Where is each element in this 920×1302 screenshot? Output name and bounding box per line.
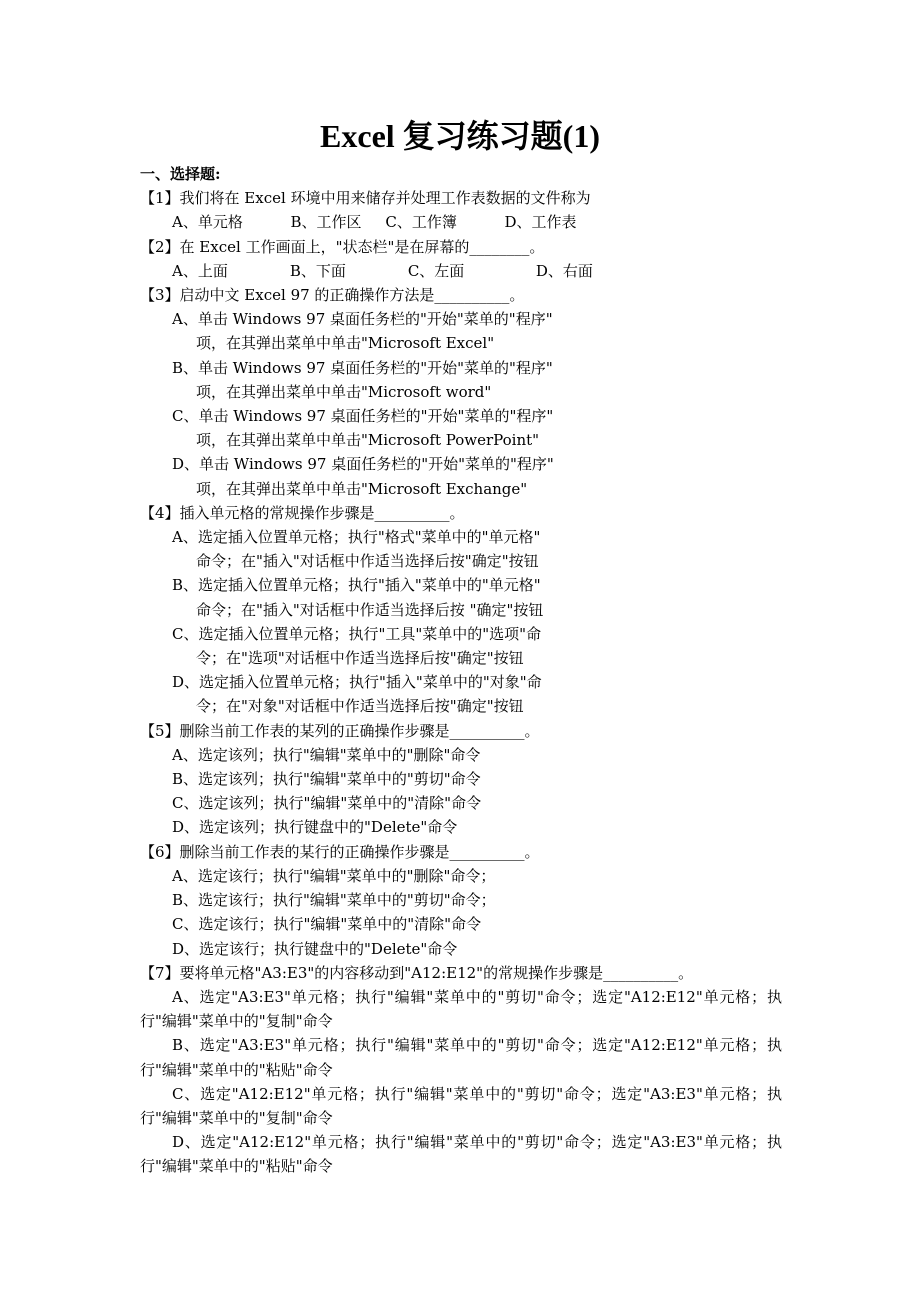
question-6-option-a: A、选定该行；执行"编辑"菜单中的"删除"命令； bbox=[172, 866, 496, 885]
question-6-option-b: B、选定该行；执行"编辑"菜单中的"剪切"命令； bbox=[172, 891, 496, 910]
question-2 bbox=[140, 235, 782, 283]
question-3-option-d: D、单击 Windows 97 桌面任务栏的"开始"菜单的"程序" bbox=[172, 455, 554, 474]
question-7-option-d: D、选定"A12:E12"单元格；执行"编辑"菜单中的"剪切"命令；选定"A3:E3"单元格；执行"编辑"菜单中的"粘贴"命令 bbox=[140, 1133, 782, 1176]
question-3-option-a: A、单击 Windows 97 桌面任务栏的"开始"菜单的"程序" bbox=[172, 310, 553, 329]
question-4-option-b: B、选定插入位置单元格；执行"插入"菜单中的"单元格" bbox=[172, 576, 541, 595]
question-1-stem: 【1】我们将在 Excel 环境中用来储存并处理工作表数据的文件称为 bbox=[140, 189, 591, 208]
question-3-option-c: C、单击 Windows 97 桌面任务栏的"开始"菜单的"程序" bbox=[172, 407, 554, 426]
document-title: Excel 复习练习题(1) bbox=[320, 118, 600, 154]
question-6-option-c: C、选定该行；执行"编辑"菜单中的"清除"命令 bbox=[172, 915, 482, 934]
question-3-stem: 【3】启动中文 Excel 97 的正确操作方法是__________。 bbox=[140, 286, 525, 305]
question-7-stem: 【7】要将单元格"A3:E3"的内容移动到"A12:E12"的常规操作步骤是__________。 bbox=[140, 963, 694, 982]
question-4-option-d-cont: 令；在"对象"对话框中作适当选择后按"确定"按钮 bbox=[196, 697, 524, 716]
question-7-option-c: C、选定"A12:E12"单元格；执行"编辑"菜单中的"剪切"命令；选定"A3:E3"单元格；执行"编辑"菜单中的"复制"命令 bbox=[140, 1084, 782, 1127]
question-7 bbox=[140, 961, 782, 1179]
question-7-option-a: A、选定"A3:E3"单元格；执行"编辑"菜单中的"剪切"命令；选定"A12:E12"单元格；执行"编辑"菜单中的"复制"命令 bbox=[140, 987, 782, 1031]
question-6-option-d: D、选定该行；执行键盘中的"Delete"命令 bbox=[172, 939, 458, 958]
question-6 bbox=[140, 840, 782, 961]
section-heading: 一、选择题: bbox=[140, 165, 221, 183]
question-5-option-c: C、选定该列；执行"编辑"菜单中的"清除"命令 bbox=[172, 794, 482, 813]
question-4-option-c: C、选定插入位置单元格；执行"工具"菜单中的"选项"命 bbox=[172, 624, 542, 643]
question-1-options: A、单元格 B、工作区 C、工作簿 D、工作表 bbox=[172, 213, 577, 232]
question-4-option-c-cont: 令；在"选项"对话框中作适当选择后按"确定"按钮 bbox=[196, 649, 524, 668]
question-4-stem: 【4】插入单元格的常规操作步骤是__________。 bbox=[140, 503, 465, 522]
question-5-option-b: B、选定该列；执行"编辑"菜单中的"剪切"命令 bbox=[172, 770, 481, 789]
question-3-option-a-cont: 项，在其弹出菜单中单击"Microsoft Excel" bbox=[196, 334, 495, 353]
question-7-option-b: B、选定"A3:E3"单元格；执行"编辑"菜单中的"剪切"命令；选定"A12:E12"单元格；执行"编辑"菜单中的"粘贴"命令 bbox=[140, 1036, 782, 1079]
question-3-option-c-cont: 项，在其弹出菜单中单击"Microsoft PowerPoint" bbox=[196, 431, 540, 450]
question-2-options: A、上面 B、下面 C、左面 D、右面 bbox=[172, 261, 593, 280]
question-5-stem: 【5】删除当前工作表的某列的正确操作步骤是__________。 bbox=[140, 721, 540, 740]
document-body bbox=[140, 162, 782, 1179]
question-3 bbox=[140, 283, 782, 501]
question-2-stem: 【2】在 Excel 工作画面上，"状态栏"是在屏幕的________。 bbox=[140, 237, 545, 256]
question-5-option-a: A、选定该列；执行"编辑"菜单中的"删除"命令 bbox=[172, 745, 481, 764]
question-4-option-a-cont: 命令；在"插入"对话框中作适当选择后按"确定"按钮 bbox=[196, 552, 539, 571]
question-5-option-d: D、选定该列；执行键盘中的"Delete"命令 bbox=[172, 818, 458, 837]
question-4-option-a: A、选定插入位置单元格；执行"格式"菜单中的"单元格" bbox=[172, 528, 541, 547]
question-3-option-b: B、单击 Windows 97 桌面任务栏的"开始"菜单的"程序" bbox=[172, 358, 553, 377]
question-4-option-d: D、选定插入位置单元格；执行"插入"菜单中的"对象"命 bbox=[172, 673, 542, 692]
question-4-option-b-cont: 命令；在"插入"对话框中作适当选择后按 "确定"按钮 bbox=[196, 600, 544, 619]
question-1 bbox=[140, 186, 782, 234]
question-6-stem: 【6】删除当前工作表的某行的正确操作步骤是__________。 bbox=[140, 842, 540, 861]
question-5 bbox=[140, 719, 782, 840]
question-3-option-b-cont: 项，在其弹出菜单中单击"Microsoft word" bbox=[196, 382, 492, 401]
question-3-option-d-cont: 项，在其弹出菜单中单击"Microsoft Exchange" bbox=[196, 479, 528, 498]
question-4 bbox=[140, 501, 782, 719]
